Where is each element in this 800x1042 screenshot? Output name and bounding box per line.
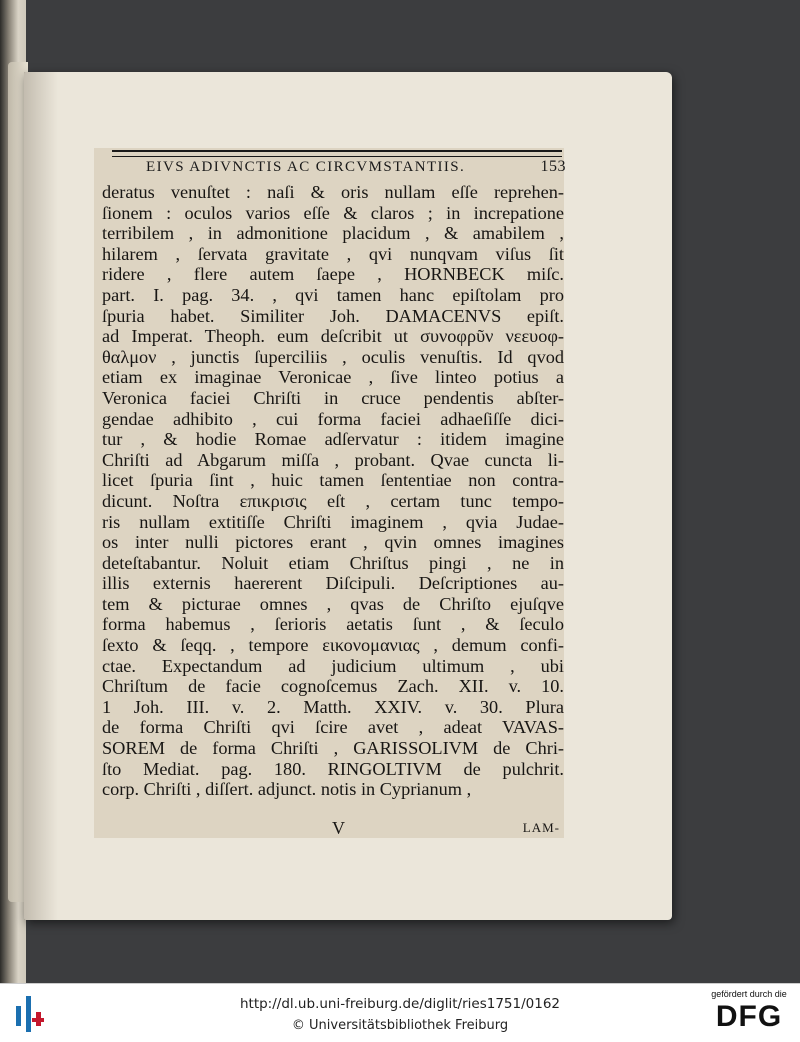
text-line: ſionem : oculos varios eſſe & claros ; in increpatione bbox=[102, 202, 564, 223]
text-line: illis externis haererent Diſcipuli. Deſcriptiones au- bbox=[102, 573, 564, 594]
body-text bbox=[102, 182, 564, 800]
text-line: ridere , flere autem ſaepe , HORNBECK miſc. bbox=[102, 264, 564, 285]
dfg-caption: gefördert durch die bbox=[711, 989, 787, 999]
text-line: licet ſpuria ſint , huic tamen ſententiae non contra- bbox=[102, 470, 564, 491]
text-line: tur , & hodie Romae adſervatur : itidem imagine bbox=[102, 429, 564, 450]
text-line: θαλμον , junctis ſuperciliis , oculis venuſtis. Id qvod bbox=[102, 346, 564, 367]
text-line: ctae. Expectandum ad judicium ultimum , ubi bbox=[102, 655, 564, 676]
text-line: hilarem , ſervata gravitate , qvi nunqvam viſus ſit bbox=[102, 243, 564, 264]
catchword: LAM- bbox=[522, 820, 560, 835]
text-line: deratus venuſtet : naſi & oris nullam eſſe reprehen- bbox=[102, 182, 564, 202]
text-line: terribilem , in admonitione placidum , & amabilem , bbox=[102, 223, 564, 244]
running-head bbox=[146, 158, 566, 176]
page-number: 153 bbox=[540, 158, 566, 175]
running-head-title: EIVS ADIVNCTIS AC CIRCVMSTANTIIS. bbox=[146, 159, 466, 175]
text-line: ſpuria habet. Similiter Joh. DAMACENVS epiſt. bbox=[102, 305, 564, 326]
text-line: os inter nulli pictores erant , qvin omnes imagines bbox=[102, 532, 564, 553]
text-line: Chriſtum de facie cognoſcemus Zach. XII. v. 10. bbox=[102, 676, 564, 697]
text-line: Chriſti ad Abgarum miſſa , probant. Qvae cuncta li- bbox=[102, 449, 564, 470]
text-line: Veronica faciei Chriſti in cruce pendentis abſter- bbox=[102, 387, 564, 408]
document-url-link[interactable]: http://dl.ub.uni-freiburg.de/diglit/ries1751/0162 bbox=[239, 996, 561, 1012]
text-line: corp. Chriſti , diſſert. adjunct. notis in Cyprianum , bbox=[102, 779, 472, 800]
text-line: ris nullam extitiſſe Chriſti imaginem , qvia Judae- bbox=[102, 511, 564, 532]
dfg-logo: DFG bbox=[715, 1000, 783, 1033]
text-line: etiam ex imaginae Veronicae , ſive linteo potius a bbox=[102, 367, 564, 388]
footer-bar bbox=[0, 983, 800, 1042]
text-line: SOREM de forma Chriſti , GARISSOLIVM de Chri- bbox=[102, 738, 564, 759]
text-line: ſto Mediat. pag. 180. RINGOLTIVM de pulchrit. bbox=[102, 758, 564, 779]
scanned-page bbox=[24, 72, 672, 920]
dfg-funding-badge[interactable] bbox=[706, 989, 792, 1033]
text-line: deteſtabantur. Noluit etiam Chriſtus pingi , ne in bbox=[102, 552, 564, 573]
text-line: 1 Joh. III. v. 2. Matth. XXIV. v. 30. Plura bbox=[102, 696, 564, 717]
text-line: part. I. pag. 34. , qvi tamen hanc epiſtolam pro bbox=[102, 284, 564, 305]
header-rule bbox=[112, 150, 562, 157]
signature-mark: V bbox=[332, 818, 345, 838]
text-line: de forma Chriſti qvi ſcire avet , adeat VAVAS- bbox=[102, 717, 564, 738]
text-line: dicunt. Noſtra επικρισις eſt , certam tunc tempo- bbox=[102, 490, 564, 511]
copyright-notice: © Universitätsbibliothek Freiburg bbox=[291, 1018, 509, 1033]
text-line: ad Imperat. Theoph. eum deſcribit ut συνοφρῦν νεευοφ- bbox=[102, 326, 564, 347]
text-line: gendae adhibito , cui forma faciei adhaeſiſſe dici- bbox=[102, 408, 564, 429]
signature-line bbox=[102, 818, 564, 838]
text-line: forma habemus , ſerioris aetatis ſunt , & ſeculo bbox=[102, 614, 564, 635]
text-line: ſexto & ſeqq. , tempore εικονομανιας , demum confi- bbox=[102, 635, 564, 656]
text-line: tem & picturae omnes , qvas de Chriſto ejuſqve bbox=[102, 593, 564, 614]
